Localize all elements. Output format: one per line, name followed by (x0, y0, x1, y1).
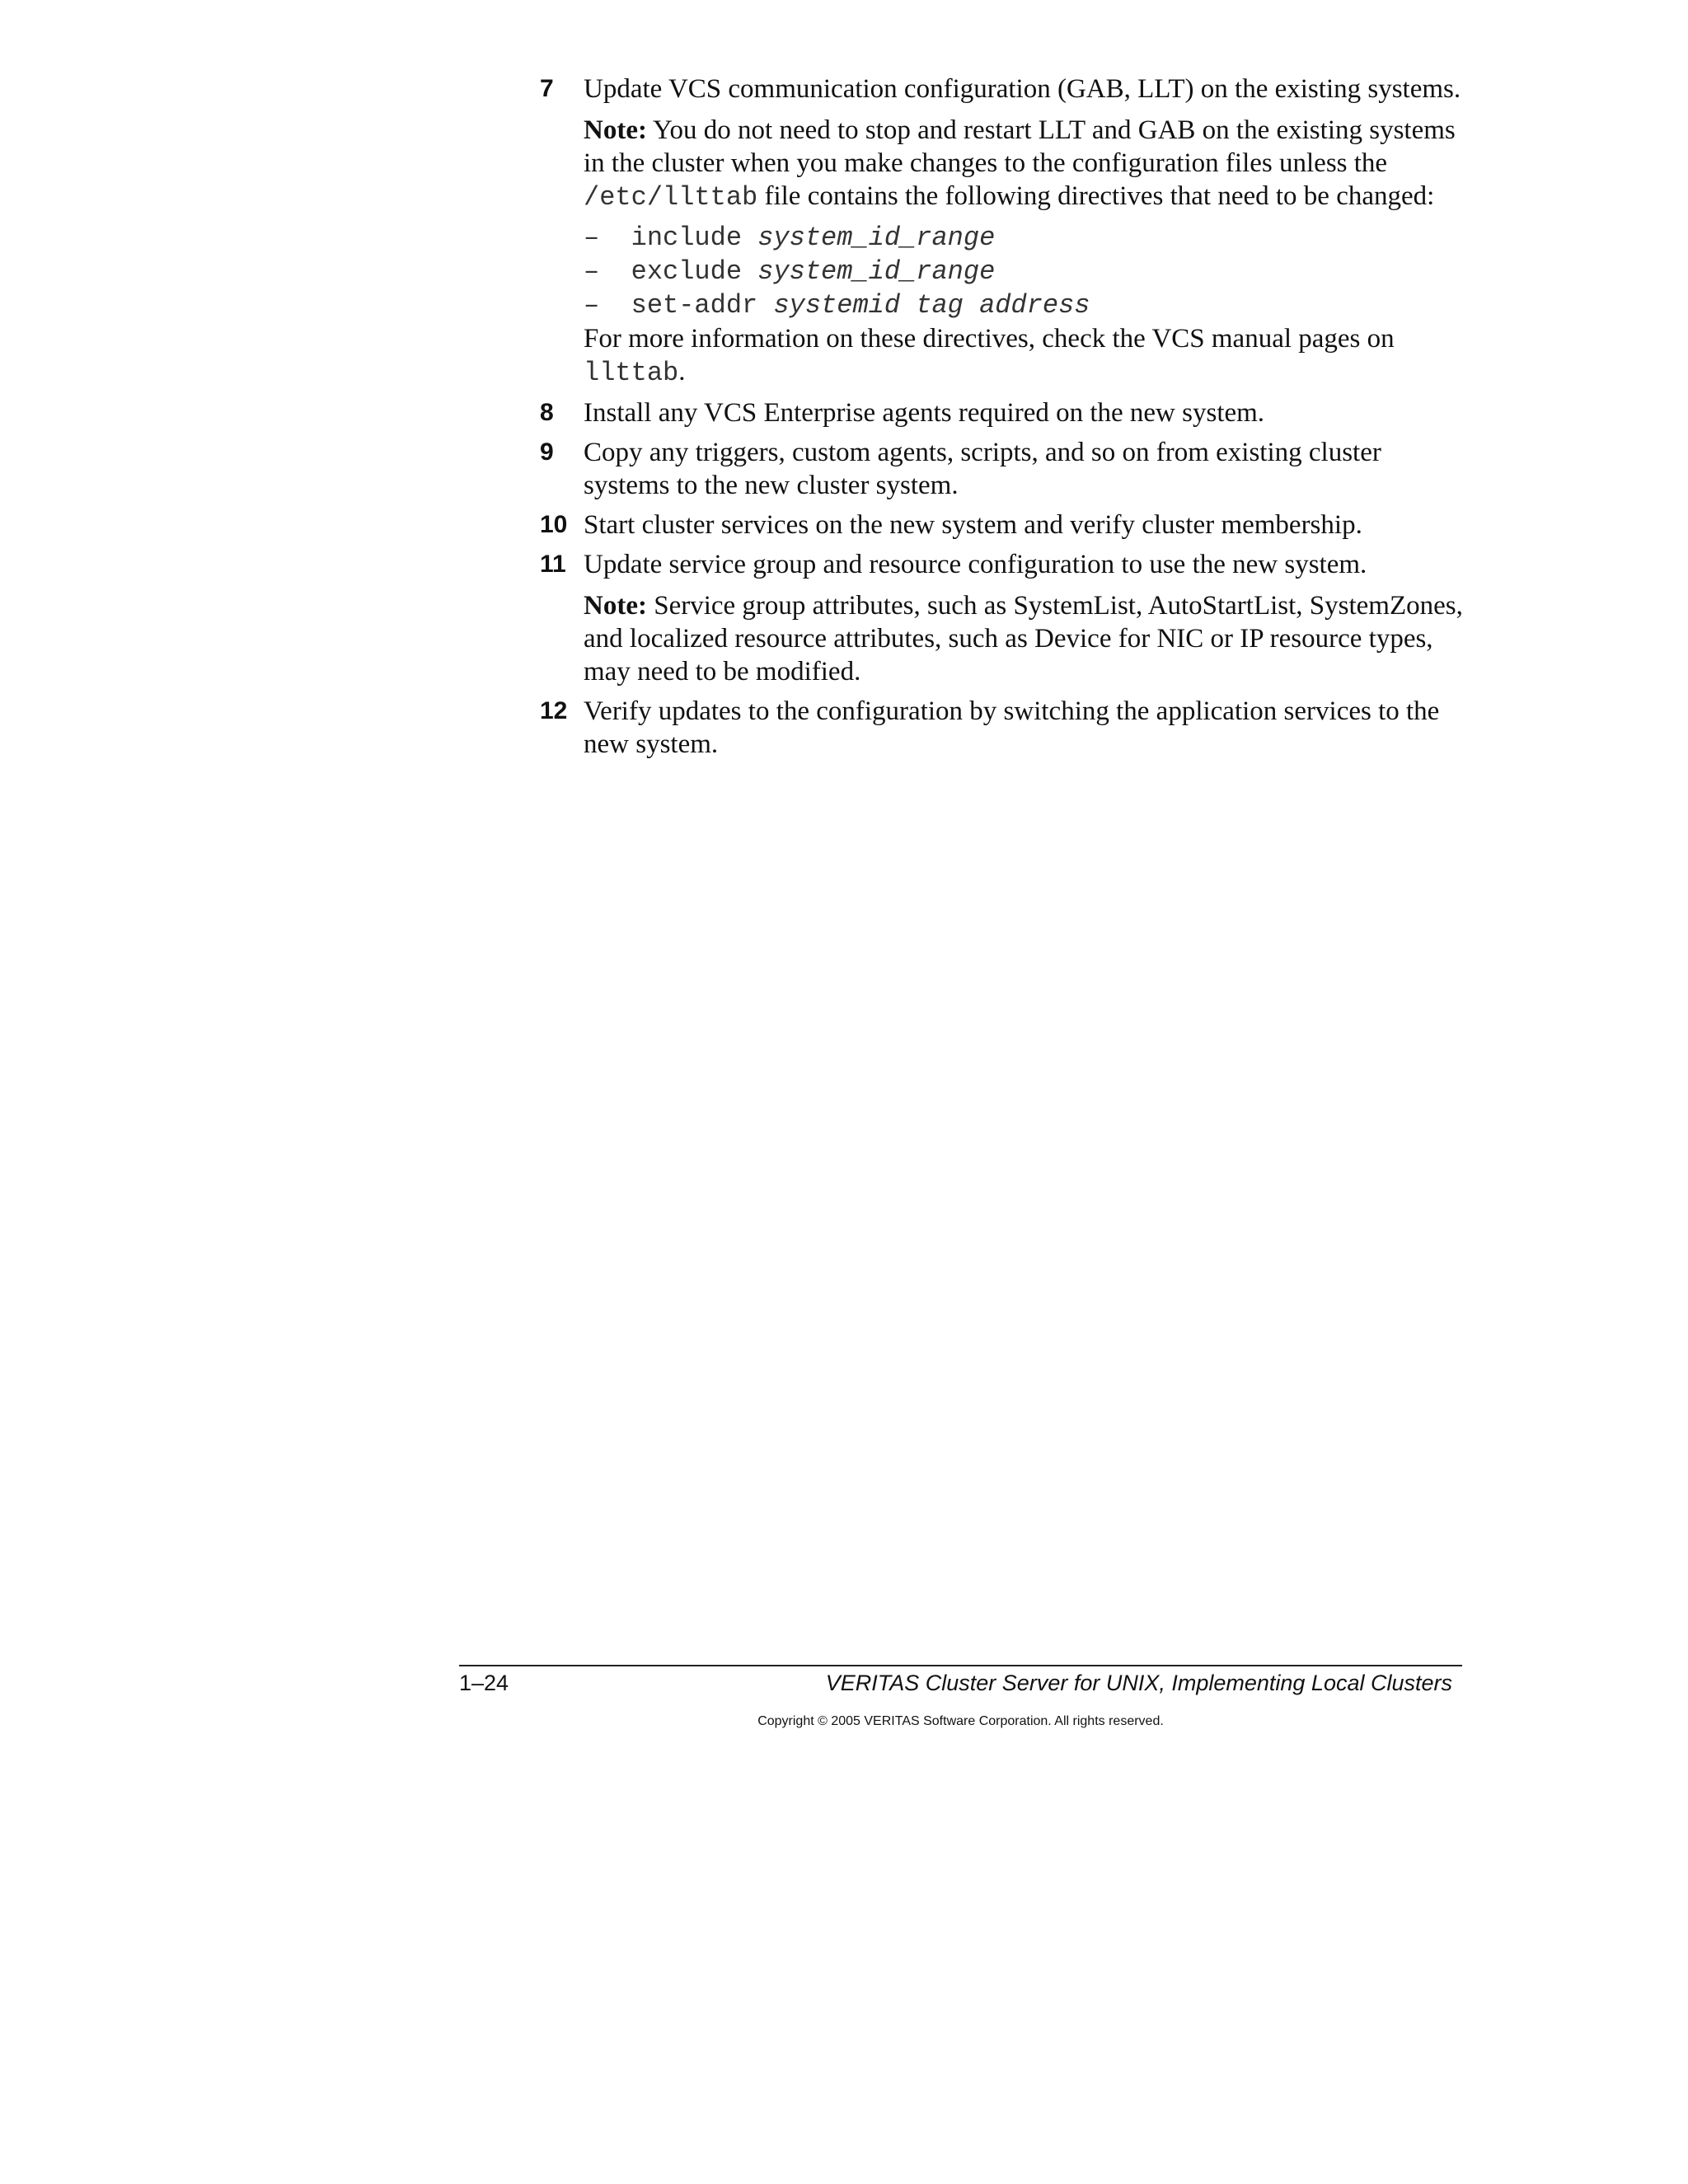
more-info (584, 322, 1463, 390)
footer-divider (459, 1665, 1462, 1666)
more-info-text: For more information on these directives, check the VCS manual pages on (584, 324, 1395, 354)
note (584, 589, 1463, 688)
directive-dash: – (584, 256, 600, 287)
directive-dash: – (584, 223, 600, 253)
directive-command: set-addr (631, 290, 774, 321)
note-label: Note: (584, 591, 647, 621)
book-title: VERITAS Cluster Server for UNIX, Implementing Local Clusters (825, 1671, 1452, 1695)
directive-command: include (631, 223, 758, 253)
step-text: Update service group and resource configuration to use the new system. (584, 550, 1367, 579)
step-9 (540, 436, 1463, 502)
step-text: Verify updates to the configuration by switching the application services to the new system. (584, 696, 1440, 759)
step-text: Install any VCS Enterprise agents required on the new system. (584, 398, 1265, 428)
directive-argument: system_id_range (757, 223, 996, 253)
step-text: Update VCS communication configuration (GAB, LLT) on the existing systems. (584, 74, 1461, 104)
directive-include (584, 221, 1463, 255)
directive-dash: – (584, 290, 600, 321)
note-text-continued: file contains the following directives that need to be changed: (757, 181, 1435, 211)
directive-argument: systemid tag address (773, 290, 1090, 321)
page-number: 1–24 (459, 1671, 509, 1695)
more-info-end: . (678, 357, 686, 387)
llttab-manpage: llttab (584, 358, 679, 388)
step-number: 9 (540, 438, 554, 466)
step-number: 10 (540, 511, 568, 538)
step-number: 11 (540, 551, 566, 578)
note-label: Note: (584, 115, 647, 145)
llttab-path: /etc/llttab (584, 182, 758, 213)
directive-argument: system_id_range (757, 256, 996, 287)
directive-set-addr (584, 288, 1463, 322)
copyright-notice: Copyright © 2005 VERITAS Software Corporation. All rights reserved. (757, 1714, 1164, 1728)
directive-list (584, 221, 1463, 322)
step-text: Start cluster services on the new system and verify cluster membership. (584, 510, 1362, 540)
step-number: 12 (540, 697, 568, 724)
step-list (540, 73, 1463, 767)
step-7 (540, 73, 1463, 390)
step-number: 8 (540, 399, 554, 426)
step-10 (540, 509, 1463, 541)
note-text: Service group attributes, such as SystemList, AutoStartList, SystemZones, and localized resource attributes, such as Device for NIC or IP resource types, may need to be modified. (584, 591, 1463, 687)
directive-exclude (584, 255, 1463, 288)
step-11 (540, 548, 1463, 688)
step-8 (540, 396, 1463, 429)
step-12 (540, 695, 1463, 761)
directive-command: exclude (631, 256, 758, 287)
step-number: 7 (540, 75, 554, 102)
note (584, 114, 1463, 214)
step-text: Copy any triggers, custom agents, scripts, and so on from existing cluster systems to the new cluster system. (584, 438, 1381, 500)
note-text: You do not need to stop and restart LLT and GAB on the existing systems in the cluster when you make changes to the configuration files unless the (584, 115, 1456, 178)
